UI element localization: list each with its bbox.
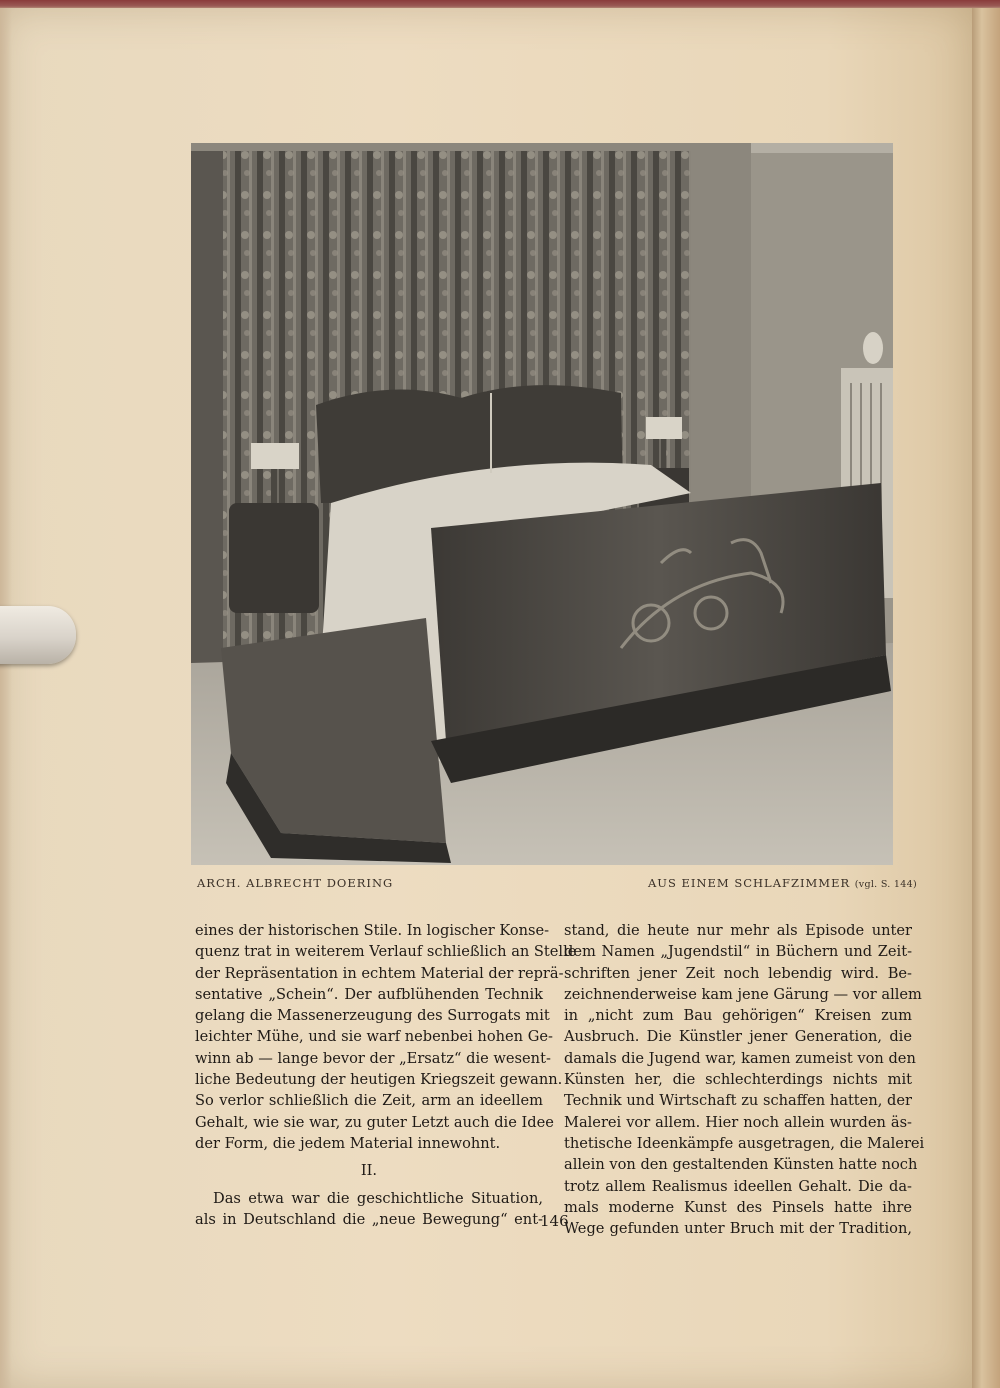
text-line: als in Deutschland die „neue Bewegung“ ent- [195, 1210, 543, 1228]
page-left-edge [0, 8, 12, 1388]
text-line: sentative „Schein“. Der aufblühenden Technik [195, 985, 543, 1003]
text-line: Künsten her, die schlechterdings nichts mit [564, 1071, 912, 1089]
text-line: thetische Ideenkämpfe ausgetragen, die Malerei [564, 1134, 925, 1152]
photo-caption-reference: (vgl. S. 144) [854, 879, 917, 890]
text-line: dem Namen „Jugendstil“ in Büchern und Zeit- [564, 943, 912, 961]
bookmark-tab [0, 606, 76, 664]
photo-caption [648, 876, 917, 890]
text-line: stand, die heute nur mehr als Episode unter [564, 922, 912, 939]
photo-caption-title: AUS EINEM SCHLAFZIMMER [648, 876, 851, 890]
text-line: Technik und Wirtschaft zu schaffen hatten, der [564, 1092, 912, 1110]
text-line: schriften jener Zeit noch lebendig wird. Be- [564, 964, 912, 982]
architect-caption: ARCH. ALBRECHT DOERING [197, 876, 394, 890]
text-line: damals die Jugend war, kamen zumeist von den [564, 1049, 916, 1067]
section-heading: II. [360, 1162, 378, 1180]
text-line: winn ab — lange bevor der „Ersatz“ die wesent- [195, 1049, 551, 1067]
text-line: in „nicht zum Bau gehörigen“ Kreisen zum [564, 1007, 912, 1025]
text-line: leichter Mühe, und sie warf nebenbei hohen Ge- [195, 1028, 553, 1046]
text-line: der Repräsentation in echtem Material der reprä- [195, 964, 564, 982]
text-line: mals moderne Kunst des Pinsels hatte ihre [564, 1198, 912, 1216]
text-line: Gehalt, wie sie war, zu guter Letzt auch die Idee [195, 1113, 554, 1131]
text-line: So verlor schließlich die Zeit, arm an ideellem [195, 1092, 543, 1110]
text-line: liche Bedeutung der heutigen Kriegszeit gewann. [195, 1071, 563, 1089]
page-number: 146 [540, 1212, 569, 1230]
text-line: Malerei vor allem. Hier noch allein wurden äs- [564, 1113, 912, 1131]
text-line: Ausbruch. Die Künstler jener Generation, die [564, 1028, 912, 1046]
text-line: zeichnenderweise kam jene Gärung — vor allem [564, 985, 922, 1003]
text-line: Wege gefunden unter Bruch mit der Tradition, [564, 1220, 912, 1238]
facing-page-edge [972, 8, 1000, 1388]
text-line: allein von den gestaltenden Künsten hatte noch [564, 1156, 918, 1174]
text-line: eines der historischen Stile. In logischer Konse- [195, 922, 550, 939]
text-line: gelang die Massenerzeugung des Surrogats mit [195, 1007, 550, 1025]
bedroom-photo [191, 143, 893, 865]
text-line: quenz trat in weiterem Verlauf schließlich an Stelle [195, 943, 577, 961]
text-column-right [564, 920, 925, 1239]
text-line: Das etwa war die geschichtliche Situation, [213, 1189, 543, 1207]
text-line: trotz allem Realismus ideellen Gehalt. Die da- [564, 1177, 912, 1195]
text-line: der Form, die jedem Material innewohnt. [195, 1134, 501, 1152]
